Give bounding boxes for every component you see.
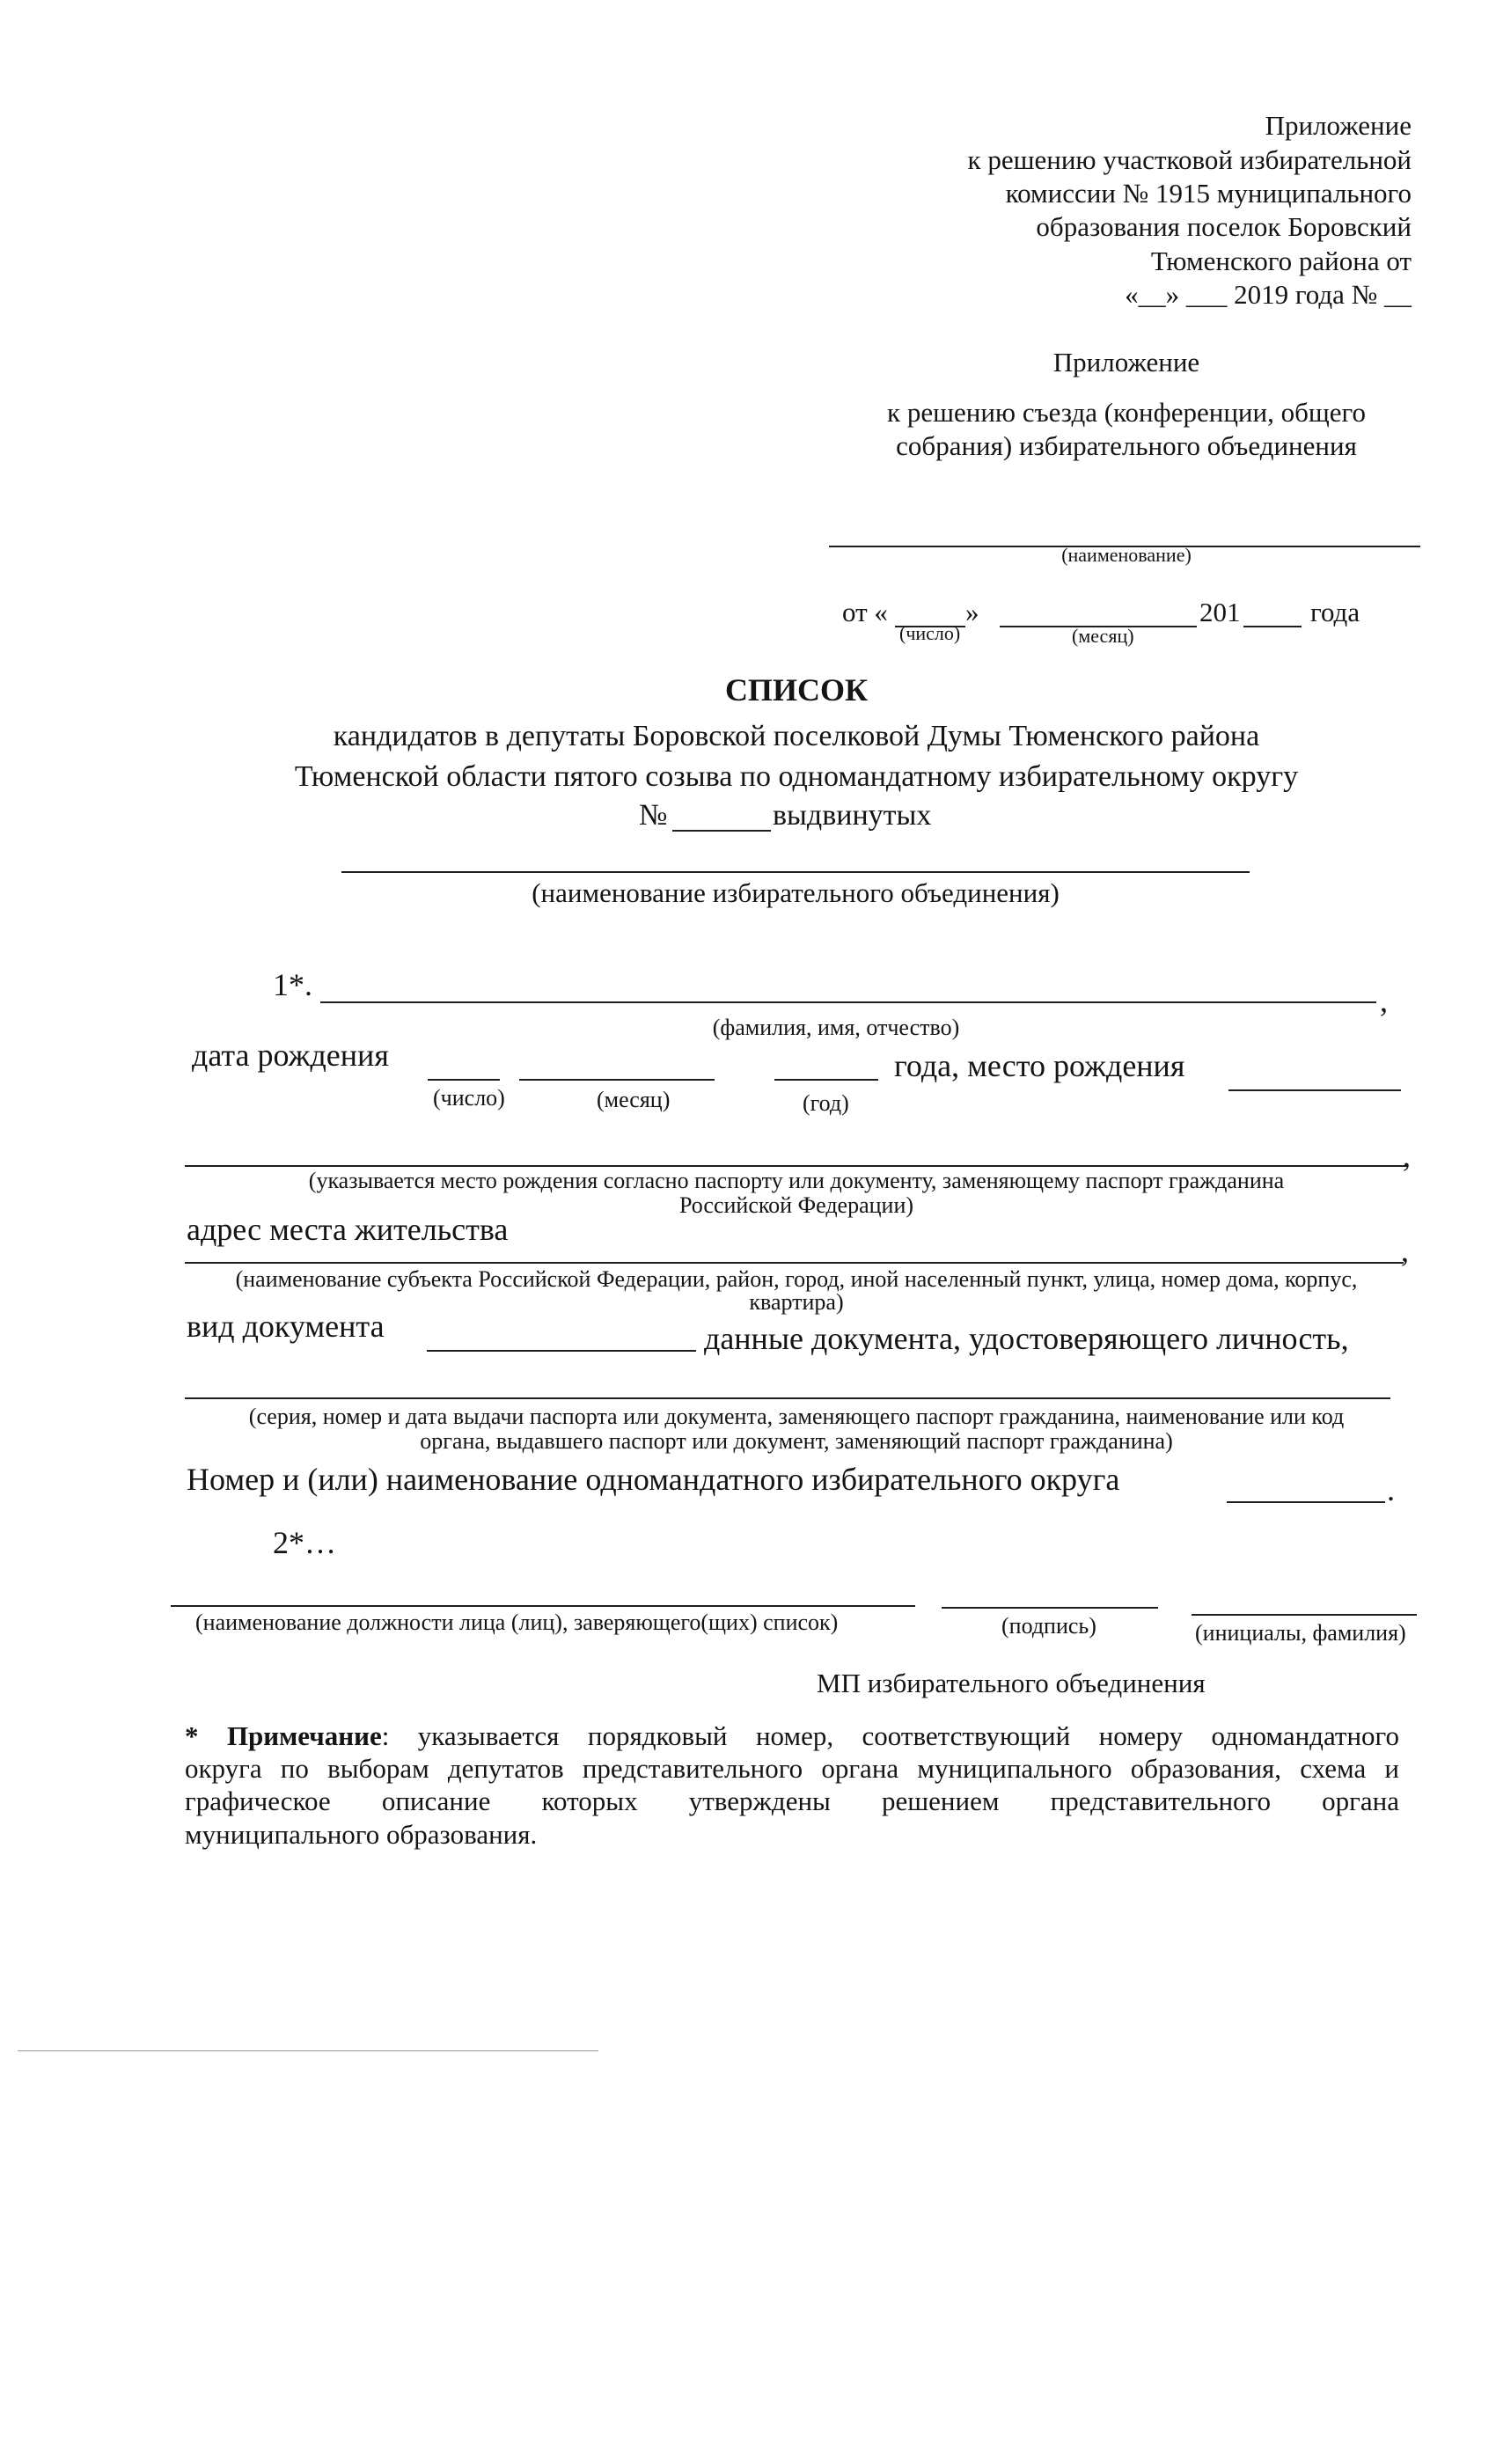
period: . [1387,1472,1395,1507]
birth-month-line [519,1079,715,1081]
birth-place-caption: Российской Федерации) [678,1192,914,1218]
heading-line: кандидатов в депутаты Боровской поселковой Думы Тюменского района [333,720,1260,752]
district-number-line [672,830,771,832]
position-caption: (наименование должности лица (лиц), заверяющего(щих) список) [195,1610,839,1635]
district-line [1227,1501,1385,1503]
association-line [341,871,1250,873]
note-text: : указывается порядковый номер, соответствующий номеру одномандатного [381,1720,1399,1751]
name-line [1192,1614,1417,1616]
note-line [185,1720,1399,1752]
item-number-1: 1*. [273,967,312,1002]
appendix-2-line: собрания) избирательного объединения [896,430,1357,461]
note [185,1720,1399,1851]
document-caption: (серия, номер и дата выдачи паспорта или документа, заменяющего паспорт гражданина, наименование или код [248,1404,1345,1429]
appendix-1-line: образования поселок Боровский [1036,211,1412,242]
signature-line [942,1607,1158,1609]
comma: , [1380,983,1388,1018]
heading-line: Тюменской области пятого созыва по одномандатному избирательному округу [294,760,1299,793]
birth-place-caption: (указывается место рождения согласно паспорту или документу, заменяющему паспорт гражданина [308,1168,1285,1193]
address-label: адрес места жительства [187,1212,509,1247]
appendix-2-title: Приложение [1052,347,1200,378]
association-caption: (наименование избирательного объединения) [532,877,1060,908]
stamp-label: МП избирательного объединения [817,1668,1206,1698]
district-number-prefix: № [639,799,668,832]
item-number-2: 2*… [273,1525,336,1560]
address-line [185,1262,1404,1264]
nominated-label: выдвинутых [773,799,932,832]
birth-day-line [428,1079,500,1081]
document-title: СПИСОК [724,672,869,708]
birth-day-caption: (число) [433,1085,505,1111]
document-type-label: вид документа [187,1309,385,1344]
appendix-1-line: «__» ___ 2019 года № __ [1125,279,1412,310]
appendix-1-title: Приложение [1265,110,1412,141]
document-data-label: данные документа, удостоверяющего личность, [704,1321,1349,1356]
signature-caption: (подпись) [1001,1613,1096,1639]
appendix-1-line: к решению участковой избирательной [967,144,1412,175]
appendix-1-line: комиссии № 1915 муниципального [1005,178,1412,209]
date-prefix: от « [842,597,888,627]
fio-caption: (фамилия, имя, отчество) [712,1015,960,1040]
date-month-caption: (месяц) [1072,625,1134,647]
document-caption: органа, выдавшего паспорт или документ, заменяющий паспорт гражданина) [420,1428,1173,1454]
appendix-1-line: Тюменского района от [1150,246,1412,276]
district-label: Номер и (или) наименование одномандатного избирательного округа [187,1462,1120,1497]
birth-date-label: дата рождения [192,1038,389,1073]
appendix-2-line: к решению съезда (конференции, общего [887,397,1366,428]
address-caption: (наименование субъекта Российской Федерации, район, город, иной населенный пункт, улица, номер дома, корпус, [235,1266,1358,1292]
document-type-line [427,1350,696,1352]
association-name-caption: (наименование) [1061,544,1192,566]
document-data-line [185,1397,1390,1399]
comma: , [1401,1233,1409,1268]
birth-year-line [774,1079,878,1081]
comma: , [1403,1138,1411,1173]
note-line: округа по выборам депутатов представительного органа муниципального образования, схема и [185,1753,1399,1785]
date-quote: » [965,597,979,627]
birth-place-line-short [1228,1089,1401,1091]
note-line: муниципального образования. [185,1818,538,1850]
address-caption: квартира) [749,1289,844,1315]
birth-month-caption: (месяц) [597,1087,671,1112]
position-line [171,1605,915,1607]
birth-place-label: года, место рождения [894,1048,1185,1083]
date-day-caption: (число) [899,622,961,644]
date-suffix: года [1310,597,1360,627]
note-line: графическое описание которых утверждены решением представительного органа [185,1786,1399,1817]
date-year-line [1243,626,1302,627]
scan-edge-line [18,2050,598,2051]
fio-line [320,1001,1376,1003]
note-label: * Примечание [185,1720,382,1751]
birth-year-caption: (год) [803,1090,849,1116]
date-year: 201 [1199,597,1241,627]
name-caption: (инициалы, фамилия) [1195,1620,1406,1646]
